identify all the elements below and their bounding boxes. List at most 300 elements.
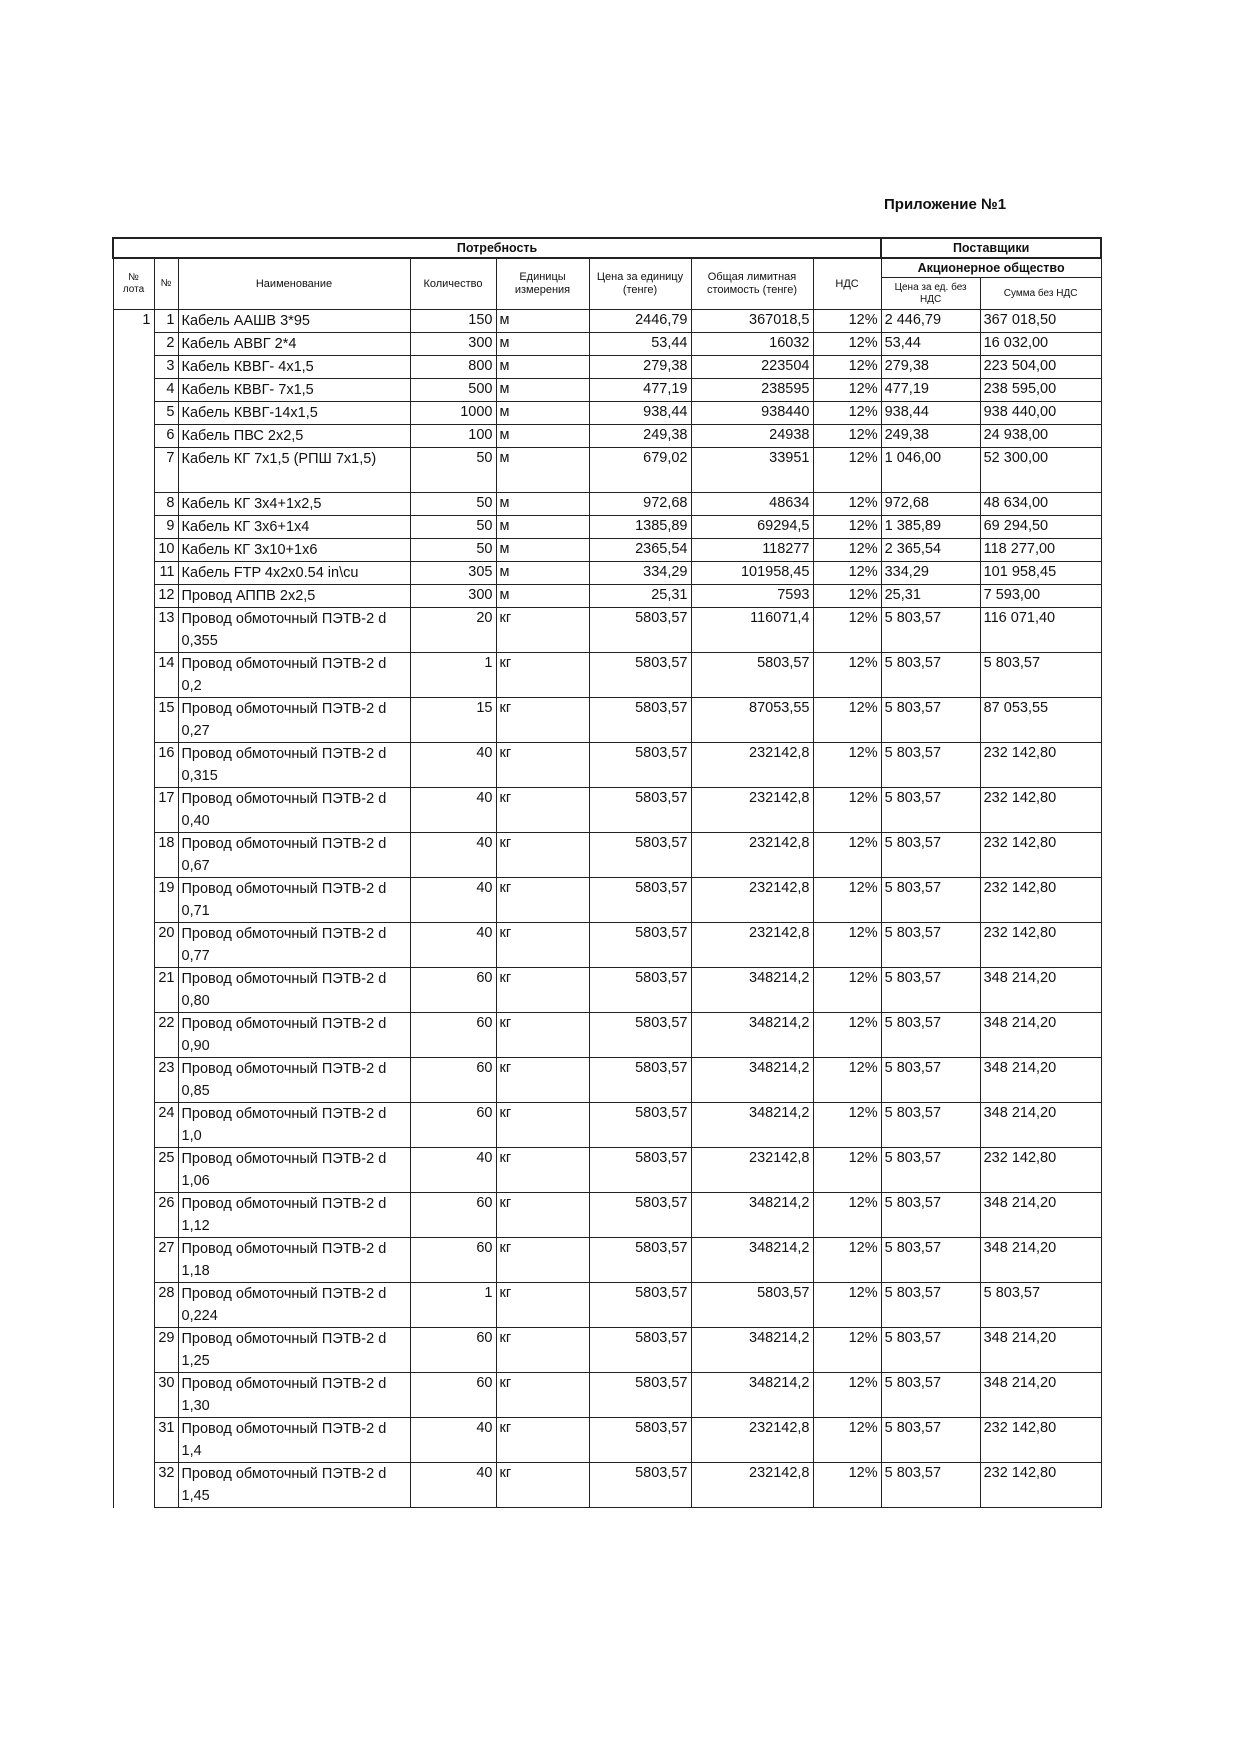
quantity: 15 [410,698,496,743]
quantity: 60 [410,1103,496,1148]
quantity: 60 [410,1373,496,1418]
unit-price: 5803,57 [589,608,691,653]
unit-price: 334,29 [589,562,691,585]
unit: кг [496,968,589,1013]
vat-rate: 12% [813,833,881,878]
quantity: 40 [410,833,496,878]
limit-total: 5803,57 [691,653,813,698]
unit: м [496,539,589,562]
header-suppliers: Поставщики [881,238,1101,258]
row-number: 29 [154,1328,178,1373]
table-row [113,539,1101,562]
supplier-sum: 238 595,00 [980,379,1101,402]
unit: кг [496,1238,589,1283]
item-name: Кабель ААШВ 3*95 [178,310,410,333]
item-name: Провод обмоточный ПЭТВ-2 d 1,12 [178,1193,410,1238]
limit-total: 87053,55 [691,698,813,743]
quantity: 50 [410,448,496,493]
unit: м [496,516,589,539]
document-title: Приложение №1 [884,196,1007,213]
quantity: 40 [410,1148,496,1193]
table-row [113,516,1101,539]
limit-total: 348214,2 [691,1193,813,1238]
unit-price: 5803,57 [589,788,691,833]
item-name: Провод обмоточный ПЭТВ-2 d 0,80 [178,968,410,1013]
supplier-unit-price: 2 446,79 [881,310,980,333]
row-number: 10 [154,539,178,562]
quantity: 1 [410,653,496,698]
table-row [113,608,1101,653]
table-row [113,425,1101,448]
supplier-unit-price: 5 803,57 [881,1193,980,1238]
unit: кг [496,743,589,788]
quantity: 20 [410,608,496,653]
lot-cell [113,539,154,562]
row-number: 27 [154,1238,178,1283]
table-row [113,448,1101,493]
quantity: 60 [410,1328,496,1373]
lot-cell [113,923,154,968]
vat-rate: 12% [813,878,881,923]
table-row [113,1328,1101,1373]
unit-price: 5803,57 [589,1148,691,1193]
unit-price: 279,38 [589,356,691,379]
table-body [113,310,1101,1508]
supplier-sum: 367 018,50 [980,310,1101,333]
vat-rate: 12% [813,923,881,968]
row-number: 25 [154,1148,178,1193]
vat-rate: 12% [813,585,881,608]
quantity: 60 [410,1058,496,1103]
unit-price: 679,02 [589,448,691,493]
quantity: 800 [410,356,496,379]
limit-total: 223504 [691,356,813,379]
lot-cell [113,653,154,698]
unit-price: 5803,57 [589,1103,691,1148]
row-number: 31 [154,1418,178,1463]
supplier-unit-price: 5 803,57 [881,653,980,698]
row-number: 19 [154,878,178,923]
supplier-sum: 101 958,45 [980,562,1101,585]
table-row [113,698,1101,743]
supplier-sum: 24 938,00 [980,425,1101,448]
supplier-sum: 7 593,00 [980,585,1101,608]
row-number: 23 [154,1058,178,1103]
table-row [113,743,1101,788]
vat-rate: 12% [813,1013,881,1058]
row-number: 22 [154,1013,178,1058]
vat-rate: 12% [813,1238,881,1283]
supplier-unit-price: 5 803,57 [881,968,980,1013]
quantity: 1 [410,1283,496,1328]
unit-price: 5803,57 [589,1058,691,1103]
vat-rate: 12% [813,493,881,516]
supplier-sum: 69 294,50 [980,516,1101,539]
unit: кг [496,653,589,698]
table-row [113,653,1101,698]
row-number: 5 [154,402,178,425]
supplier-sum: 348 214,20 [980,1058,1101,1103]
lot-cell [113,698,154,743]
quantity: 500 [410,379,496,402]
header-no: № [154,258,178,310]
vat-rate: 12% [813,788,881,833]
supplier-sum: 348 214,20 [980,1373,1101,1418]
lot-cell [113,878,154,923]
supplier-unit-price: 2 365,54 [881,539,980,562]
supplier-sum: 232 142,80 [980,833,1101,878]
unit-price: 5803,57 [589,1238,691,1283]
table-row [113,333,1101,356]
lot-cell [113,788,154,833]
lot-cell [113,1058,154,1103]
procurement-table [112,237,1102,1508]
table-row [113,1193,1101,1238]
unit-price: 477,19 [589,379,691,402]
limit-total: 232142,8 [691,1463,813,1508]
supplier-sum: 232 142,80 [980,1418,1101,1463]
row-number: 18 [154,833,178,878]
supplier-sum: 223 504,00 [980,356,1101,379]
unit: м [496,356,589,379]
table-row [113,833,1101,878]
limit-total: 7593 [691,585,813,608]
row-number: 30 [154,1373,178,1418]
supplier-unit-price: 477,19 [881,379,980,402]
unit: м [496,425,589,448]
row-number: 7 [154,448,178,493]
table-row [113,968,1101,1013]
supplier-sum: 116 071,40 [980,608,1101,653]
unit-price: 5803,57 [589,1373,691,1418]
lot-cell: 1 [113,310,154,333]
lot-cell [113,333,154,356]
item-name: Провод обмоточный ПЭТВ-2 d 1,45 [178,1463,410,1508]
row-number: 20 [154,923,178,968]
limit-total: 348214,2 [691,1373,813,1418]
lot-cell [113,1373,154,1418]
row-number: 6 [154,425,178,448]
lot-cell [113,743,154,788]
header-unit: Единицы измерения [496,258,589,310]
table-row [113,356,1101,379]
unit: м [496,402,589,425]
unit-price: 5803,57 [589,1463,691,1508]
unit: м [496,333,589,356]
vat-rate: 12% [813,1373,881,1418]
table-row [113,788,1101,833]
vat-rate: 12% [813,539,881,562]
supplier-sum: 118 277,00 [980,539,1101,562]
vat-rate: 12% [813,1058,881,1103]
item-name: Провод обмоточный ПЭТВ-2 d 1,25 [178,1328,410,1373]
vat-rate: 12% [813,562,881,585]
item-name: Кабель FTP 4x2x0.54 in\cu [178,562,410,585]
unit: кг [496,1193,589,1238]
unit: кг [496,1148,589,1193]
supplier-unit-price: 5 803,57 [881,608,980,653]
item-name: Кабель КГ 3х10+1х6 [178,539,410,562]
limit-total: 24938 [691,425,813,448]
vat-rate: 12% [813,1148,881,1193]
supplier-sum: 48 634,00 [980,493,1101,516]
lot-cell [113,833,154,878]
table-row [113,310,1101,333]
supplier-sum: 52 300,00 [980,448,1101,493]
unit-price: 5803,57 [589,878,691,923]
unit-price: 53,44 [589,333,691,356]
table-row [113,493,1101,516]
table-row [113,1463,1101,1508]
lot-cell [113,448,154,493]
supplier-sum: 232 142,80 [980,788,1101,833]
supplier-sum: 5 803,57 [980,1283,1101,1328]
unit-price: 5803,57 [589,1283,691,1328]
table-row [113,1058,1101,1103]
row-number: 9 [154,516,178,539]
quantity: 1000 [410,402,496,425]
unit-price: 938,44 [589,402,691,425]
table-row [113,923,1101,968]
header-qty: Количество [410,258,496,310]
supplier-unit-price: 5 803,57 [881,878,980,923]
limit-total: 232142,8 [691,833,813,878]
unit-price: 2446,79 [589,310,691,333]
row-number: 4 [154,379,178,402]
unit-price: 5803,57 [589,1193,691,1238]
supplier-sum: 348 214,20 [980,1328,1101,1373]
unit-price: 5803,57 [589,1418,691,1463]
item-name: Провод обмоточный ПЭТВ-2 d 1,06 [178,1148,410,1193]
item-name: Провод обмоточный ПЭТВ-2 d 0,71 [178,878,410,923]
quantity: 60 [410,1013,496,1058]
limit-total: 367018,5 [691,310,813,333]
lot-cell [113,425,154,448]
limit-total: 5803,57 [691,1283,813,1328]
row-number: 11 [154,562,178,585]
table-row [113,1283,1101,1328]
lot-cell [113,562,154,585]
item-name: Провод обмоточный ПЭТВ-2 d 0,90 [178,1013,410,1058]
unit: м [496,562,589,585]
vat-rate: 12% [813,333,881,356]
lot-cell [113,379,154,402]
unit-price: 5803,57 [589,1328,691,1373]
table-row [113,1418,1101,1463]
header-lot: № лота [113,258,154,310]
quantity: 60 [410,968,496,1013]
supplier-unit-price: 5 803,57 [881,1238,980,1283]
lot-cell [113,1463,154,1508]
unit: кг [496,878,589,923]
item-name: Провод обмоточный ПЭТВ-2 d 1,0 [178,1103,410,1148]
lot-cell [113,1328,154,1373]
quantity: 40 [410,923,496,968]
quantity: 305 [410,562,496,585]
unit: кг [496,1373,589,1418]
vat-rate: 12% [813,516,881,539]
limit-total: 232142,8 [691,923,813,968]
table-row [113,379,1101,402]
quantity: 300 [410,585,496,608]
supplier-unit-price: 53,44 [881,333,980,356]
lot-cell [113,493,154,516]
vat-rate: 12% [813,1193,881,1238]
supplier-sum: 232 142,80 [980,1463,1101,1508]
supplier-unit-price: 5 803,57 [881,833,980,878]
unit: кг [496,1418,589,1463]
item-name: Кабель КВВГ- 4х1,5 [178,356,410,379]
supplier-sum: 348 214,20 [980,968,1101,1013]
supplier-unit-price: 5 803,57 [881,1013,980,1058]
row-number: 15 [154,698,178,743]
supplier-unit-price: 249,38 [881,425,980,448]
supplier-unit-price: 1 385,89 [881,516,980,539]
lot-cell [113,1103,154,1148]
supplier-unit-price: 5 803,57 [881,1283,980,1328]
supplier-unit-price: 5 803,57 [881,1373,980,1418]
supplier-sum: 232 142,80 [980,743,1101,788]
row-number: 13 [154,608,178,653]
vat-rate: 12% [813,1103,881,1148]
supplier-unit-price: 5 803,57 [881,1058,980,1103]
lot-cell [113,1238,154,1283]
limit-total: 118277 [691,539,813,562]
vat-rate: 12% [813,356,881,379]
quantity: 40 [410,743,496,788]
item-name: Провод обмоточный ПЭТВ-2 d 0,77 [178,923,410,968]
table-row [113,1148,1101,1193]
item-name: Кабель КГ 3х4+1х2,5 [178,493,410,516]
header-need: Потребность [113,238,881,258]
item-name: Провод обмоточный ПЭТВ-2 d 1,30 [178,1373,410,1418]
quantity: 40 [410,788,496,833]
supplier-unit-price: 5 803,57 [881,788,980,833]
header-sum-no-vat: Сумма без НДС [980,278,1101,310]
row-number: 28 [154,1283,178,1328]
table-row [113,402,1101,425]
table-row [113,1013,1101,1058]
vat-rate: 12% [813,379,881,402]
limit-total: 348214,2 [691,968,813,1013]
limit-total: 101958,45 [691,562,813,585]
limit-total: 348214,2 [691,1103,813,1148]
limit-total: 232142,8 [691,1148,813,1193]
unit: м [496,585,589,608]
item-name: Кабель КГ 7х1,5 (РПШ 7х1,5) [178,448,410,493]
row-number: 26 [154,1193,178,1238]
vat-rate: 12% [813,448,881,493]
unit: кг [496,608,589,653]
limit-total: 116071,4 [691,608,813,653]
unit: м [496,310,589,333]
limit-total: 232142,8 [691,1418,813,1463]
supplier-sum: 87 053,55 [980,698,1101,743]
item-name: Провод обмоточный ПЭТВ-2 d 0,27 [178,698,410,743]
item-name: Кабель АВВГ 2*4 [178,333,410,356]
unit: кг [496,1463,589,1508]
supplier-sum: 348 214,20 [980,1103,1101,1148]
item-name: Провод обмоточный ПЭТВ-2 d 0,85 [178,1058,410,1103]
supplier-sum: 348 214,20 [980,1013,1101,1058]
unit: кг [496,1058,589,1103]
header-vat: НДС [813,258,881,310]
supplier-unit-price: 5 803,57 [881,923,980,968]
quantity: 60 [410,1193,496,1238]
limit-total: 232142,8 [691,788,813,833]
limit-total: 232142,8 [691,743,813,788]
supplier-sum: 348 214,20 [980,1238,1101,1283]
item-name: Кабель КГ 3х6+1х4 [178,516,410,539]
unit-price: 5803,57 [589,698,691,743]
quantity: 60 [410,1238,496,1283]
limit-total: 938440 [691,402,813,425]
quantity: 50 [410,516,496,539]
vat-rate: 12% [813,1418,881,1463]
lot-cell [113,516,154,539]
vat-rate: 12% [813,608,881,653]
header-name: Наименование [178,258,410,310]
unit: м [496,448,589,493]
table-row [113,562,1101,585]
quantity: 150 [410,310,496,333]
supplier-sum: 232 142,80 [980,878,1101,923]
item-name: Провод обмоточный ПЭТВ-2 d 0,67 [178,833,410,878]
limit-total: 16032 [691,333,813,356]
quantity: 100 [410,425,496,448]
row-number: 8 [154,493,178,516]
unit-price: 5803,57 [589,968,691,1013]
supplier-sum: 232 142,80 [980,1148,1101,1193]
row-number: 32 [154,1463,178,1508]
unit-price: 25,31 [589,585,691,608]
limit-total: 33951 [691,448,813,493]
item-name: Провод обмоточный ПЭТВ-2 d 0,315 [178,743,410,788]
lot-cell [113,1418,154,1463]
unit: м [496,493,589,516]
unit: кг [496,1328,589,1373]
unit-price: 249,38 [589,425,691,448]
item-name: Провод обмоточный ПЭТВ-2 d 1,18 [178,1238,410,1283]
supplier-unit-price: 334,29 [881,562,980,585]
item-name: Кабель КВВГ-14х1,5 [178,402,410,425]
unit-price: 5803,57 [589,833,691,878]
lot-cell [113,608,154,653]
lot-cell [113,1283,154,1328]
supplier-sum: 938 440,00 [980,402,1101,425]
supplier-unit-price: 5 803,57 [881,1103,980,1148]
unit: кг [496,698,589,743]
row-number: 14 [154,653,178,698]
limit-total: 348214,2 [691,1238,813,1283]
vat-rate: 12% [813,1463,881,1508]
vat-rate: 12% [813,1283,881,1328]
lot-cell [113,585,154,608]
unit: кг [496,788,589,833]
vat-rate: 12% [813,310,881,333]
unit-price: 5803,57 [589,653,691,698]
quantity: 50 [410,493,496,516]
supplier-sum: 16 032,00 [980,333,1101,356]
quantity: 300 [410,333,496,356]
unit-price: 972,68 [589,493,691,516]
table-row [113,1103,1101,1148]
unit-price: 5803,57 [589,743,691,788]
supplier-unit-price: 972,68 [881,493,980,516]
unit-price: 5803,57 [589,1013,691,1058]
item-name: Кабель КВВГ- 7х1,5 [178,379,410,402]
unit-price: 5803,57 [589,923,691,968]
